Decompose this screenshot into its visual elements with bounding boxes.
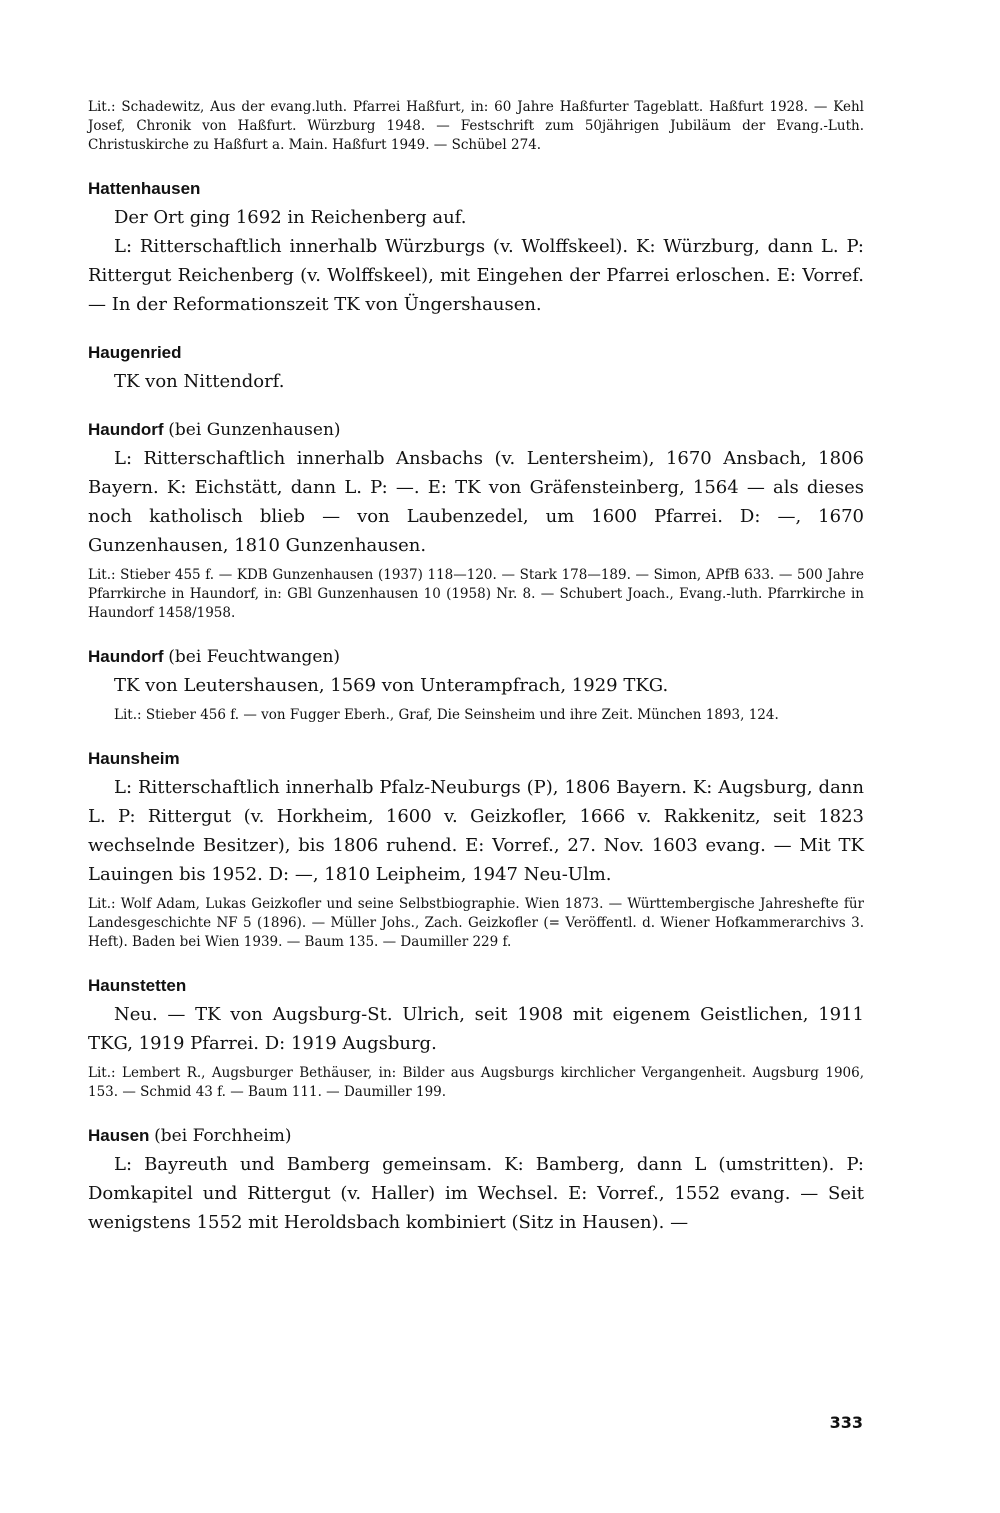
entry-title: Haugenried bbox=[88, 343, 182, 362]
entry-title: Haunstetten bbox=[88, 976, 187, 995]
entry-subtitle: (bei Forchheim) bbox=[154, 1126, 292, 1146]
intro-literature: Lit.: Schadewitz, Aus der evang.luth. Pfarrei Haßfurt, in: 60 Jahre Haßfurter Tageblatt. Haßfurt 1928. — Kehl Josef, Chronik von Haßfurt. Würzburg 1948. — Festschrift zum 50jährigen Jubiläum der Evang.-Luth. Christuskirche zu Haßfurt a. Main. Haßfurt 1949. — Schübel 274. bbox=[88, 99, 864, 153]
entry-literature: Lit.: Stieber 455 f. — KDB Gunzenhausen (1937) 118—120. — Stark 178—189. — Simon, APfB 633. — 500 Jahre Pfarrkirche in Haundorf, in: GBl Gunzenhausen 10 (1958) Nr. 8. — Schubert Joach., Evang.-luth. Pfarrkirche in Haundorf 1458/1958. bbox=[88, 567, 864, 621]
entry-paragraph: L: Ritterschaftlich innerhalb Würzburgs (v. Wolffskeel). K: Würzburg, dann L. P: Rittergut Reichenberg (v. Wolffskeel), mit Eingehen der Pfarrei erloschen. E: Vorref. — In der Reformationszeit TK von Üngershausen. bbox=[88, 236, 864, 315]
entry-paragraph: Neu. — TK von Augsburg-St. Ulrich, seit 1908 mit eigenem Geistlichen, 1911 TKG, 1919 Pfarrei. D: 1919 Augsburg. bbox=[88, 1004, 864, 1054]
page-content bbox=[88, 98, 864, 1237]
entry-haugenried bbox=[88, 343, 864, 396]
page-number: 333 bbox=[829, 1413, 863, 1432]
entry-literature: Lit.: Stieber 456 f. — von Fugger Eberh., Graf, Die Seinsheim und ihre Zeit. München 1893, 124. bbox=[114, 707, 779, 723]
entry-subtitle: (bei Feuchtwangen) bbox=[168, 647, 341, 667]
entry-haunsheim bbox=[88, 749, 864, 952]
entry-title: Haundorf (bei Feuchtwangen) bbox=[88, 647, 341, 667]
entry-title: Haunsheim bbox=[88, 749, 180, 768]
entry-haundorf-gunzenhausen bbox=[88, 420, 864, 623]
entry-literature: Lit.: Lembert R., Augsburger Bethäuser, in: Bilder aus Augsburgs kirchlicher Vergangenheit. Augsburg 1906, 153. — Schmid 43 f. — Baum 111. — Daumiller 199. bbox=[88, 1065, 864, 1100]
entry-subtitle: (bei Gunzenhausen) bbox=[168, 420, 341, 440]
entry-haunstetten bbox=[88, 976, 864, 1102]
entry-paragraph: TK von Leutershausen, 1569 von Unterampfrach, 1929 TKG. bbox=[114, 675, 669, 696]
entry-paragraph: Der Ort ging 1692 in Reichenberg auf. bbox=[114, 207, 467, 228]
entry-literature: Lit.: Wolf Adam, Lukas Geizkofler und seine Selbstbiographie. Wien 1873. — Württembergische Jahreshefte für Landesgeschichte NF 5 (1896). — Müller Johs., Zach. Geizkofler (= Veröffentl. d. Wiener Hofkammerarchivs 3. Heft). Baden bei Wien 1939. — Baum 135. — Daumiller 229 f. bbox=[88, 896, 864, 950]
entry-haundorf-feuchtwangen bbox=[88, 647, 864, 725]
entry-hausen bbox=[88, 1126, 864, 1237]
entry-paragraph: L: Ritterschaftlich innerhalb Pfalz-Neuburgs (P), 1806 Bayern. K: Augsburg, dann L. P: Rittergut (v. Horkheim, 1600 v. Geizkofler, 1666 v. Rakkenitz, seit 1823 wechselnde Besitzer), bis 1806 ruhend. E: Vorref., 27. Nov. 1603 evang. — Mit TK Lauingen bis 1952. D: —, 1810 Leipheim, 1947 Neu-Ulm. bbox=[88, 777, 864, 885]
entry-title: Haundorf (bei Gunzenhausen) bbox=[88, 420, 341, 440]
entry-paragraph: L: Ritterschaftlich innerhalb Ansbachs (v. Lentersheim), 1670 Ansbach, 1806 Bayern. K: Eichstätt, dann L. P: —. E: TK von Gräfensteinberg, 1564 — als dieses noch katholisch blieb — von Laubenzedel, um 1600 Pfarrei. D: —, 1670 Gunzenhausen, 1810 Gunzenhausen. bbox=[88, 448, 864, 556]
entry-paragraph: L: Bayreuth und Bamberg gemeinsam. K: Bamberg, dann L (umstritten). P: Domkapitel und Rittergut (v. Haller) im Wechsel. E: Vorref., 1552 evang. — Seit wenigstens 1552 mit Heroldsbach kombiniert (Sitz in Hausen). — bbox=[88, 1154, 864, 1233]
entry-title: Hattenhausen bbox=[88, 179, 201, 198]
entry-hattenhausen bbox=[88, 179, 864, 319]
entry-paragraph: TK von Nittendorf. bbox=[114, 371, 285, 392]
entry-title: Hausen (bei Forchheim) bbox=[88, 1126, 292, 1146]
